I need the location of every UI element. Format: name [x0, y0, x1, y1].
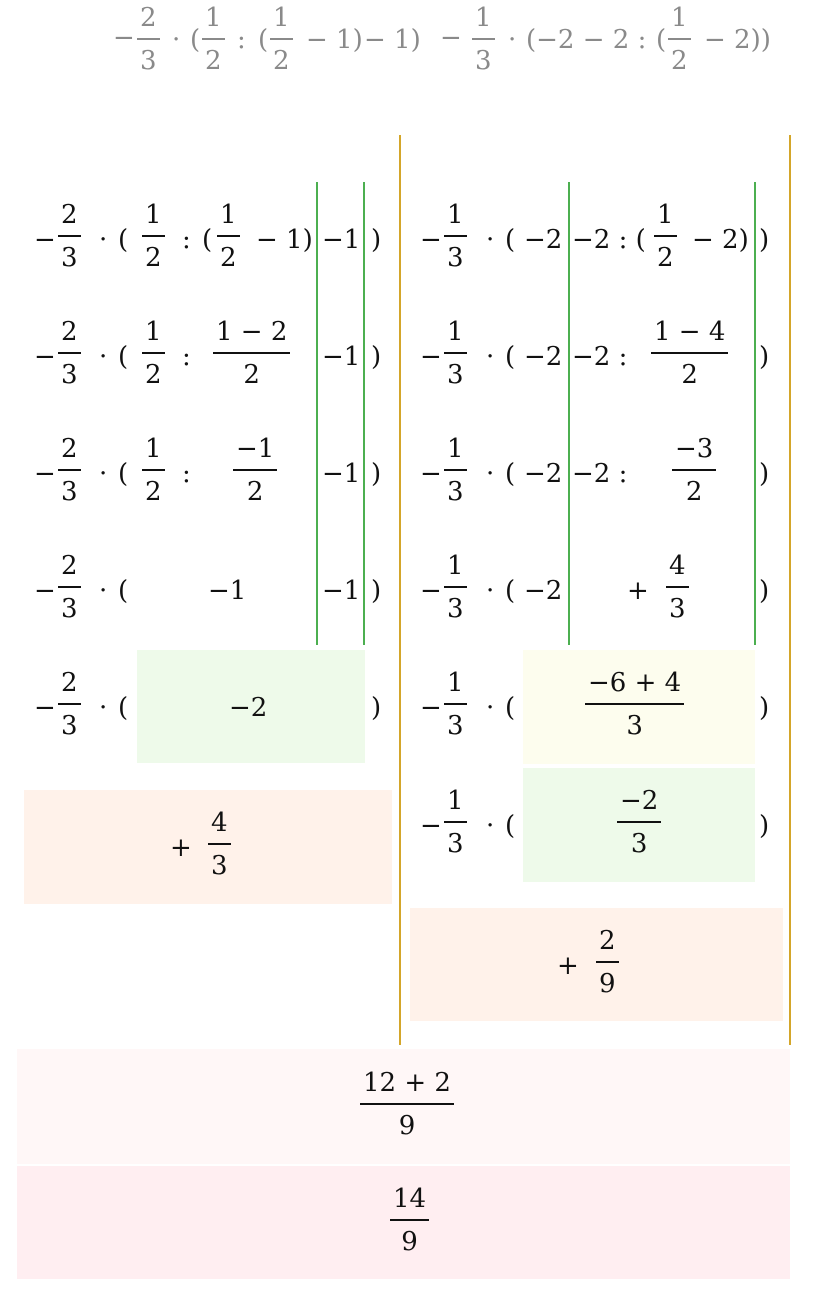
- math-term: −1: [208, 576, 247, 606]
- math-term: 3: [61, 594, 78, 624]
- header-frac-1-2-b: [270, 3, 293, 76]
- fraction: [666, 551, 689, 624]
- math-term: − 1): [256, 225, 313, 255]
- math-term: 2: [61, 200, 78, 230]
- math-term: 1: [145, 317, 162, 347]
- math-term: ): [759, 576, 770, 606]
- math-term: −: [440, 23, 462, 53]
- fraction: [651, 317, 728, 390]
- math-term: (: [258, 25, 269, 55]
- fraction: [585, 668, 684, 741]
- math-term: ·: [486, 576, 495, 606]
- math-term: −: [34, 342, 56, 372]
- math-term: −: [420, 225, 442, 255]
- math-term: :: [182, 225, 191, 255]
- math-term: −6 + 4: [588, 668, 682, 698]
- math-term: − 2)): [704, 25, 771, 55]
- math-term: 14: [393, 1184, 427, 1214]
- math-term: 3: [447, 594, 464, 624]
- math-term: 2: [220, 243, 237, 273]
- math-term: 2: [681, 360, 698, 390]
- math-term: ): [371, 225, 382, 255]
- math-term: ·: [99, 693, 108, 723]
- math-term: 3: [447, 243, 464, 273]
- math-term: −1: [322, 342, 361, 372]
- right-guide-b: [754, 182, 756, 645]
- math-term: (: [656, 25, 667, 55]
- math-term: 3: [140, 46, 157, 76]
- math-term: −: [420, 693, 442, 723]
- left-guide-a: [316, 182, 318, 645]
- math-term: 1: [447, 668, 464, 698]
- math-term: (: [505, 811, 516, 841]
- math-term: (: [118, 693, 129, 723]
- header-frac-1-3: [472, 3, 495, 76]
- math-term: − 1): [364, 25, 421, 55]
- math-term: 2: [273, 46, 290, 76]
- fraction: [58, 434, 81, 507]
- fraction: [617, 786, 661, 859]
- math-term: (: [505, 225, 516, 255]
- math-term: −: [420, 576, 442, 606]
- fraction: [58, 317, 81, 390]
- math-term: −: [34, 693, 56, 723]
- header-frac-2-3: [137, 3, 160, 76]
- math-term: 3: [447, 360, 464, 390]
- fraction: [444, 317, 467, 390]
- fraction: [142, 200, 165, 273]
- math-term: −: [34, 459, 56, 489]
- math-term: 1: [671, 3, 688, 33]
- right-column-border: [789, 135, 791, 1045]
- math-term: −: [34, 576, 56, 606]
- math-term: ·: [99, 225, 108, 255]
- math-term: 1 − 2: [216, 317, 288, 347]
- math-term: − 2): [692, 225, 749, 255]
- math-term: −1: [322, 225, 361, 255]
- header-frac-1-2-c: [668, 3, 691, 76]
- math-term: −2: [524, 342, 563, 372]
- math-term: 1: [205, 3, 222, 33]
- math-term: ·: [486, 811, 495, 841]
- math-term: 1: [273, 3, 290, 33]
- math-term: +: [170, 833, 192, 863]
- math-term: 3: [447, 829, 464, 859]
- math-term: 3: [669, 594, 686, 624]
- fraction: [444, 551, 467, 624]
- math-term: 2: [205, 46, 222, 76]
- math-term: −2: [229, 693, 268, 723]
- math-term: −: [420, 811, 442, 841]
- math-term: −2: [620, 786, 659, 816]
- math-term: 2: [657, 243, 674, 273]
- column-divider: [399, 135, 401, 1045]
- math-term: 3: [447, 711, 464, 741]
- math-term: 3: [61, 360, 78, 390]
- math-term: (: [118, 342, 129, 372]
- math-term: 3: [61, 243, 78, 273]
- fraction: [444, 434, 467, 507]
- math-term: (: [202, 225, 213, 255]
- sum-fraction: [360, 1068, 454, 1141]
- math-term: 2: [685, 477, 703, 507]
- header-frac-1-2-a: [202, 3, 225, 76]
- fraction: [654, 200, 677, 273]
- math-term: −: [420, 459, 442, 489]
- math-term: 3: [630, 829, 648, 859]
- math-term: −2: [524, 459, 563, 489]
- math-term: ·: [172, 25, 181, 55]
- math-term: ·: [99, 459, 108, 489]
- math-term: (: [118, 576, 129, 606]
- fraction: [672, 434, 716, 507]
- math-term: (: [190, 25, 201, 55]
- math-term: − 1): [306, 25, 363, 55]
- math-term: ·: [99, 342, 108, 372]
- math-term: 9: [599, 969, 616, 999]
- math-term: 4: [669, 551, 686, 581]
- math-term: ): [371, 693, 382, 723]
- math-term: (: [505, 576, 516, 606]
- math-term: ·: [486, 693, 495, 723]
- math-term: 9: [401, 1227, 418, 1257]
- math-term: 1: [475, 3, 492, 33]
- math-term: (: [118, 225, 129, 255]
- math-term: −2: [524, 576, 563, 606]
- math-term: (: [118, 459, 129, 489]
- math-term: ): [371, 459, 382, 489]
- math-term: :: [237, 25, 246, 55]
- math-term: 4: [211, 808, 228, 838]
- math-term: 2: [61, 434, 78, 464]
- math-term: 2: [243, 360, 260, 390]
- math-term: 1 − 4: [654, 317, 726, 347]
- math-term: 2: [145, 477, 162, 507]
- math-term: −2: [524, 225, 563, 255]
- fraction: [217, 200, 240, 273]
- math-term: −: [420, 342, 442, 372]
- final-result-fraction: [390, 1184, 429, 1257]
- math-term: ): [759, 811, 770, 841]
- math-term: (: [505, 459, 516, 489]
- math-term: −2 :: [572, 459, 628, 489]
- math-term: ): [371, 342, 382, 372]
- math-term: 2: [145, 360, 162, 390]
- math-term: 3: [211, 851, 228, 881]
- fraction: [444, 200, 467, 273]
- math-term: −1: [322, 459, 361, 489]
- math-term: 1: [447, 434, 464, 464]
- math-term: 3: [447, 477, 464, 507]
- math-term: 2: [61, 668, 78, 698]
- math-term: 2: [145, 243, 162, 273]
- math-term: 2: [671, 46, 688, 76]
- math-term: 1: [447, 200, 464, 230]
- math-term: 2: [61, 551, 78, 581]
- math-term: (: [505, 342, 516, 372]
- math-term: 1: [220, 200, 237, 230]
- math-term: 3: [61, 477, 78, 507]
- math-term: ): [759, 459, 770, 489]
- math-term: ·: [486, 459, 495, 489]
- math-term: ): [759, 693, 770, 723]
- fraction: [142, 317, 165, 390]
- header-neg: −: [113, 23, 135, 53]
- math-term: 1: [657, 200, 674, 230]
- math-term: −: [34, 225, 56, 255]
- math-term: −1: [322, 576, 361, 606]
- math-term: −3: [675, 434, 714, 464]
- fraction: [208, 808, 231, 881]
- math-term: ·: [486, 342, 495, 372]
- fraction: [444, 786, 467, 859]
- fraction: [233, 434, 277, 507]
- math-term: 3: [61, 711, 78, 741]
- math-term: 1: [145, 200, 162, 230]
- math-term: 2: [140, 3, 157, 33]
- left-guide-b: [363, 182, 365, 645]
- math-term: ·: [99, 576, 108, 606]
- right-guide-a: [568, 182, 570, 645]
- math-term: 2: [599, 926, 616, 956]
- math-term: +: [627, 576, 649, 606]
- math-term: 1: [447, 551, 464, 581]
- math-term: ·: [508, 25, 517, 55]
- math-term: 9: [398, 1111, 416, 1141]
- math-term: +: [557, 951, 579, 981]
- fraction: [58, 668, 81, 741]
- fraction: [596, 926, 619, 999]
- math-term: 2: [61, 317, 78, 347]
- math-term: −2 :: [572, 342, 628, 372]
- math-term: ·: [486, 225, 495, 255]
- math-term: 1: [447, 786, 464, 816]
- math-term: 1: [145, 434, 162, 464]
- math-term: −2 : (: [572, 225, 646, 255]
- fraction: [142, 434, 165, 507]
- math-term: (−2 − 2 :: [526, 25, 647, 55]
- math-term: 3: [626, 711, 643, 741]
- math-term: 12 + 2: [363, 1068, 451, 1098]
- math-term: 2: [246, 477, 264, 507]
- math-term: 3: [475, 46, 492, 76]
- math-term: (: [505, 693, 516, 723]
- math-term: 1: [447, 317, 464, 347]
- math-term: ): [759, 225, 770, 255]
- math-term: ): [759, 342, 770, 372]
- fraction: [58, 551, 81, 624]
- math-term: ): [371, 576, 382, 606]
- fraction: [444, 668, 467, 741]
- math-term: :: [182, 342, 191, 372]
- math-term: :: [182, 459, 191, 489]
- fraction: [58, 200, 81, 273]
- math-term: −1: [236, 434, 275, 464]
- fraction: [213, 317, 290, 390]
